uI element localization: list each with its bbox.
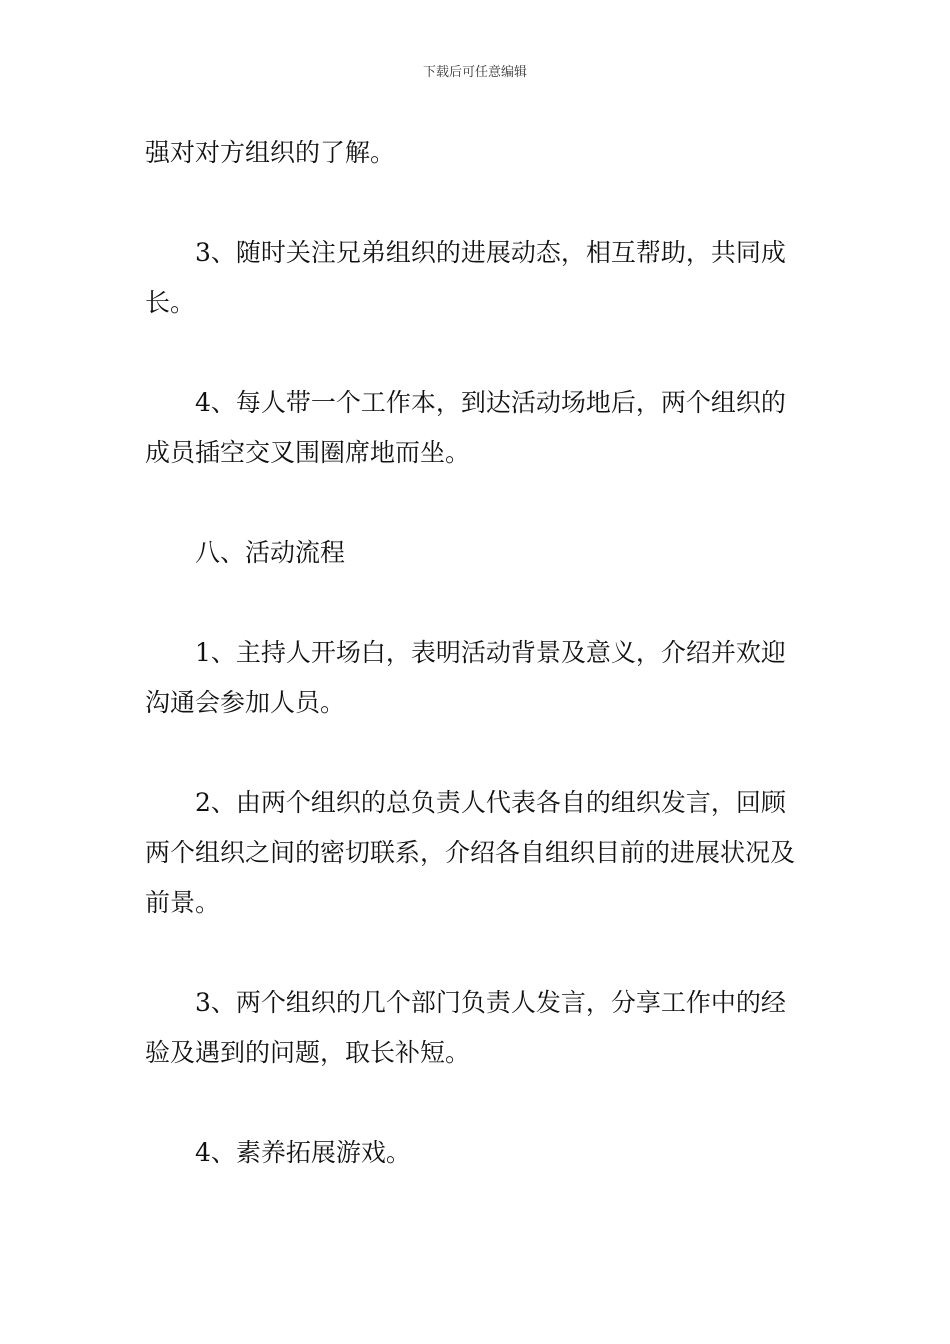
document-body [145, 128, 810, 1178]
paragraph-item-4: 4、每人带一个工作本，到达活动场地后，两个组织的成员插空交叉围圈席地而坐。 [145, 388, 786, 467]
flow-item-2: 2、由两个组织的总负责人代表各自的组织发言，回顾两个组织之间的密切联系，介绍各自组织目前的进展状况及前景。 [145, 788, 796, 917]
flow-item-4: 4、素养拓展游戏。 [195, 1138, 411, 1167]
flow-item-3: 3、两个组织的几个部门负责人发言，分享工作中的经验及遇到的问题，取长补短。 [145, 988, 786, 1067]
flow-item-1: 1、主持人开场白，表明活动背景及意义，介绍并欢迎沟通会参加人员。 [145, 638, 786, 717]
section-heading: 八、活动流程 [195, 538, 346, 567]
paragraph-item-3: 3、随时关注兄弟组织的进展动态，相互帮助，共同成长。 [145, 238, 786, 317]
page-header: 下载后可任意编辑 [422, 65, 527, 80]
paragraph-continuation: 强对对方组织的了解。 [145, 138, 396, 167]
